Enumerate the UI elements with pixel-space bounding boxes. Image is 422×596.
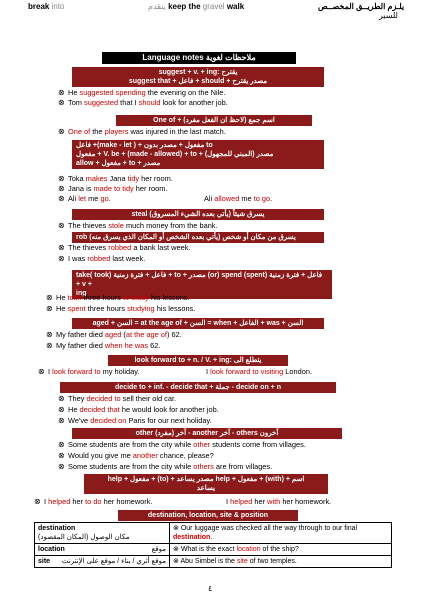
sentence: ⊗ The thieves stole much money from the bank. xyxy=(58,221,218,230)
sentence: ⊗ Tom suggested that I should look for another job. xyxy=(58,98,228,107)
aged-rule-box: aged + السن = at the age of + السن = when + الفاعل + was + السن xyxy=(72,318,324,329)
sentence: ⊗ We've decided on Paris for our next holiday. xyxy=(58,416,212,425)
language-notes-banner: Language notes ملاحظات لغوية xyxy=(102,52,296,64)
make-let-rule-box: فاعل +(make - let ) + مفعول + مصدر بدون to مفعول + V. be + (made - allowed) + to + مصدر (المبني للمجهول) allow + مفعول + to + مصدر xyxy=(72,140,324,169)
sentence: ⊗ He decided that he would look for another job. xyxy=(58,405,219,414)
table-row xyxy=(35,556,392,568)
sentence: ⊗ Toka makes Jana tidy her room. xyxy=(58,174,173,183)
header-left: break into xyxy=(28,2,65,11)
steal-rule-box: steal يسرق شيئاً (يأتي بعده الشيء المسروق) xyxy=(72,209,324,220)
sentence: ⊗ Jana is made to tidy her room. xyxy=(58,184,168,193)
term-location: location xyxy=(38,546,65,553)
table-row xyxy=(35,544,392,556)
sentence: ⊗ Some students are from the city while other students come from villages. xyxy=(58,440,306,449)
header-right: يلـزم الطريــق المخصــص للسير xyxy=(318,2,405,20)
sentence: ⊗ I was robbed last week. xyxy=(58,254,146,263)
example-location: ⊗ What is the exact location of the ship? xyxy=(170,544,392,556)
decide-rule-box: decide to + inf. - decide that + جملة - decide on + n xyxy=(60,382,336,393)
sentence: ⊗ Would you give me another chance, please? xyxy=(58,451,214,460)
destination-rule-box: destination, location, site & position xyxy=(118,510,298,521)
destination-table xyxy=(34,522,392,568)
suggest-rule-box: suggest + v. + ing: يقترح suggest that + فاعل + should + مصدر يقترح xyxy=(72,67,324,87)
sentence: ⊗ My father died when he was 62. xyxy=(46,341,161,350)
table-row xyxy=(35,523,392,544)
sentence: ⊗ He took three hours to study his lessons. xyxy=(46,293,190,302)
term-meaning: مكان الوصول (المكان المقصود) xyxy=(38,534,130,541)
take-spend-rule-box: take( took) فاعل + فترة زمنية + to + مصدر (or) spend (spent) فاعل + فترة زمنية + v + ing xyxy=(72,270,332,299)
sentence: ⊗ Ali let me go. xyxy=(58,194,111,203)
term-site: site xyxy=(38,558,51,565)
sentence: ⊗ They decided to sell their old car. xyxy=(58,394,177,403)
sentence: Ali allowed me to go. xyxy=(204,194,273,203)
sentence: ⊗ One of the players was injured in the last match. xyxy=(58,127,226,136)
look-forward-rule-box: look forward to + n. / V. + ing: يتطلع الى xyxy=(108,355,288,366)
sentence: ⊗ My father died aged (at the age of) 62. xyxy=(46,330,182,339)
sentence: ⊗ Some students are from the city while others are from villages. xyxy=(58,462,273,471)
sentence: ⊗ I look forward to my holiday. xyxy=(38,367,140,376)
example-destination: ⊗ Our luggage was checked all the way through to our final destination. xyxy=(170,523,392,544)
term-meaning: موقع xyxy=(151,546,166,553)
example-site: ⊗ Abu Simbel is the site of two temples. xyxy=(170,556,392,568)
header-mid: يتقدم keep the gravel walk xyxy=(148,2,245,11)
one-of-rule-box: One of + اسم جمع (لاحظ ان الفعل مفرد) xyxy=(116,115,312,126)
sentence: ⊗ He suggested spending the evening on the Nile. xyxy=(58,88,226,97)
help-rule-box: help + مفعول + (to) + مصدر يساعد help + مفعول + (with) + اسم يساعد xyxy=(84,474,328,494)
sentence: ⊗ I helped her to do her homework. xyxy=(34,497,153,506)
sentence: ⊗ The thieves robbed a bank last week. xyxy=(58,243,191,252)
other-rule-box: other آخر (مفرد) - another آخر - others آخرون xyxy=(72,428,342,439)
rob-rule-box: rob يسرق من مكان أو شخص (يأتي بعده الشخص أو المكان الذي يسرق منه) xyxy=(72,232,324,243)
term-meaning: موقع أثري / بناء / موقع على الإنترنت xyxy=(61,558,166,565)
sentence: ⊗ He spent three hours studying his lessons. xyxy=(46,304,196,313)
sentence: I look forward to visiting London. xyxy=(206,367,313,376)
sentence: I helped her with her homework. xyxy=(226,497,332,506)
term-destination: destination xyxy=(38,525,76,532)
page-number: ٤ xyxy=(208,584,213,593)
